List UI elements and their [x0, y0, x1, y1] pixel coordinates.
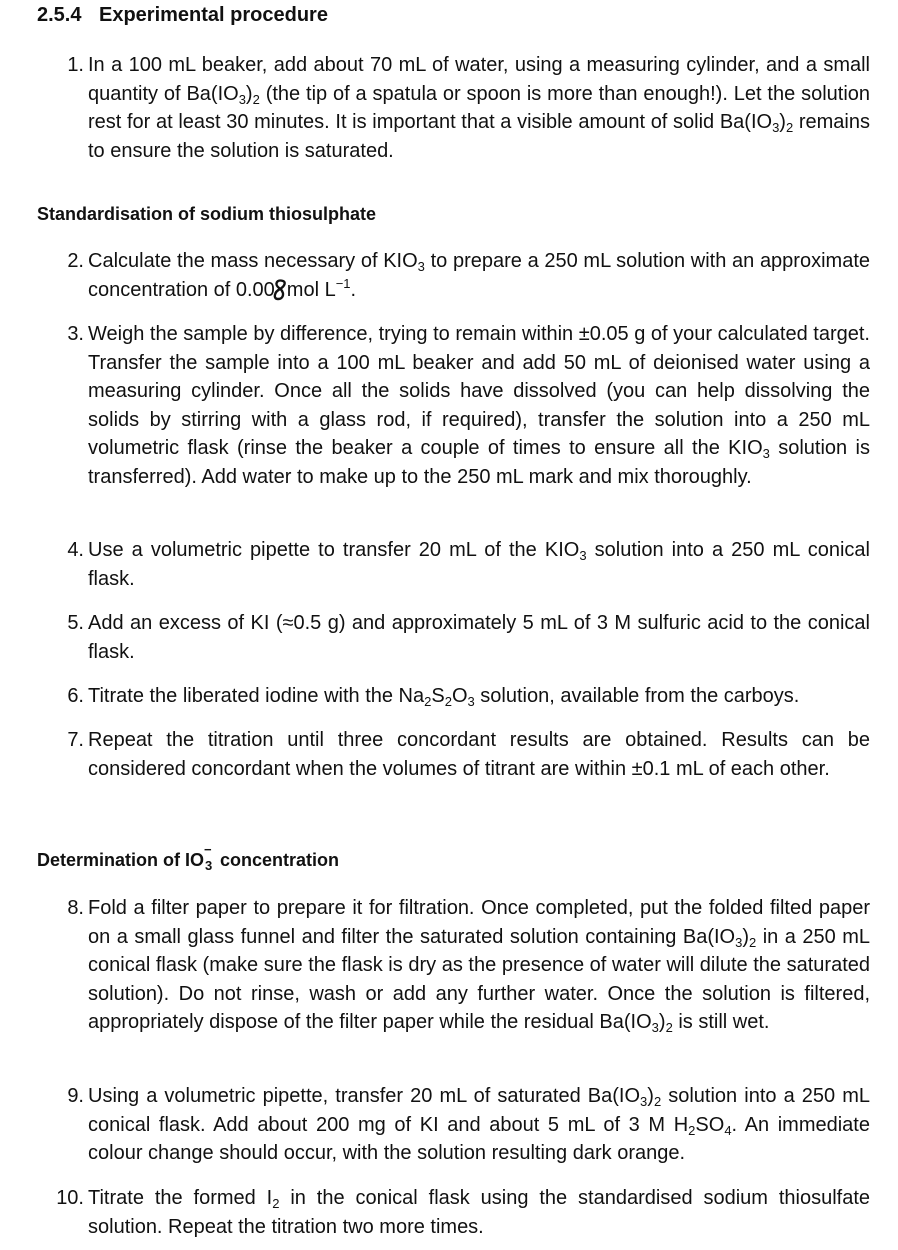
step-text: Titrate the liberated iodine with the $Na_2S_2O_3$ solution, available from the carboys.: [88, 685, 800, 709]
step-number: 9.: [67, 1085, 84, 1107]
procedure-step-5: [52, 609, 870, 666]
procedure-step-10: [52, 1184, 870, 1241]
subheading-determination: Determination of IO − 3 concentration: [37, 842, 340, 873]
subheading-standardisation: Standardisation of sodium thiosulphate: [37, 204, 377, 224]
step-text: Using a volumetric pipette, transfer 20 mL of saturated $Ba(IO_3)_2$ solution into a 250 mL conical flask. Add about 200 mg of KI and about 5 mL of 3 M $H_2SO_4$. An immediate colour change should occur, with the solution resulting dark orange.: [88, 1085, 870, 1165]
procedure-step-2: [52, 247, 870, 304]
step-text: Titrate the formed $I_2$ in the conical flask using the standardised sodium thiosulfate solution. Repeat the titration two more times.: [88, 1187, 870, 1238]
section-number: 2.5.4: [37, 4, 82, 26]
step-text: Use a volumetric pipette to transfer 20 mL of the $KIO_3$ solution into a 250 mL conical flask.: [88, 539, 870, 590]
step-number: 7.: [67, 729, 84, 751]
step-number: 6.: [67, 685, 84, 707]
step-number: 10.: [56, 1187, 84, 1209]
section-heading: [37, 4, 328, 27]
step-text: Weigh the sample by difference, trying to remain within ±0.05 g of your calculated target. Transfer the sample into a 100 mL beaker and add 50 mL of deionised water using a measuring cylinder. Once all the solids have dissolved (you can help dissolving the solids by stirring with a glass rod, if required), transfer the solution into a 250 mL volumetric flask (rinse the beaker a couple of times to ensure all the $KIO_3$ solution is transferred). Add water to make up to the 250 mL mark and mix thoroughly.: [88, 323, 870, 488]
step-number: 8.: [67, 897, 84, 919]
section-title: Experimental procedure: [99, 4, 328, 26]
step-text: In a 100 mL beaker, add about 70 mL of water, using a measuring cylinder, and a small quantity of $Ba(IO_3)_2$ (the tip of a spatula or spoon is more than enough!). Let the solution rest for at least 30 minutes. It is important that a visible amount of solid $Ba(IO_3)_2$ remains to ensure the solution is saturated.: [88, 54, 871, 162]
step-number: 4.: [67, 539, 84, 561]
step-number: 5.: [67, 612, 84, 634]
procedure-step-3: [52, 320, 870, 492]
procedure-step-1: [52, 51, 870, 165]
step-number: 3.: [67, 323, 84, 345]
procedure-step-8: [52, 894, 870, 1037]
step-text: Repeat the titration until three concordant results are obtained. Results can be considered concordant when the volumes of titrant are within ±0.1 mL of each other.: [88, 729, 870, 780]
step-text: Calculate the mass necessary of $KIO_3$ to prepare a 250 mL solution with an approximate concentration of 0.00 mol $L^{-1}$.: [88, 250, 870, 301]
procedure-step-9: [52, 1082, 870, 1168]
step-text: Add an excess of KI (≈0.5 g) and approximately 5 mL of 3 M sulfuric acid to the conical flask.: [88, 612, 870, 663]
procedure-step-4: [52, 536, 870, 593]
procedure-step-6: [52, 682, 870, 711]
step-text: Fold a filter paper to prepare it for filtration. Once completed, put the folded filted paper on a small glass funnel and filter the saturated solution containing $Ba(IO_3)_2$ in a 250 mL conical flask (make sure the flask is dry as the presence of water will dilute the saturated solution). Do not rinse, wash or add any further water. Once the solution is filtered, appropriately dispose of the filter paper while the residual $Ba(IO_3)_2$ is still wet.: [88, 897, 870, 1036]
step-number: 2.: [67, 250, 84, 272]
procedure-step-7: [52, 726, 870, 783]
step-number: 1.: [67, 54, 84, 76]
